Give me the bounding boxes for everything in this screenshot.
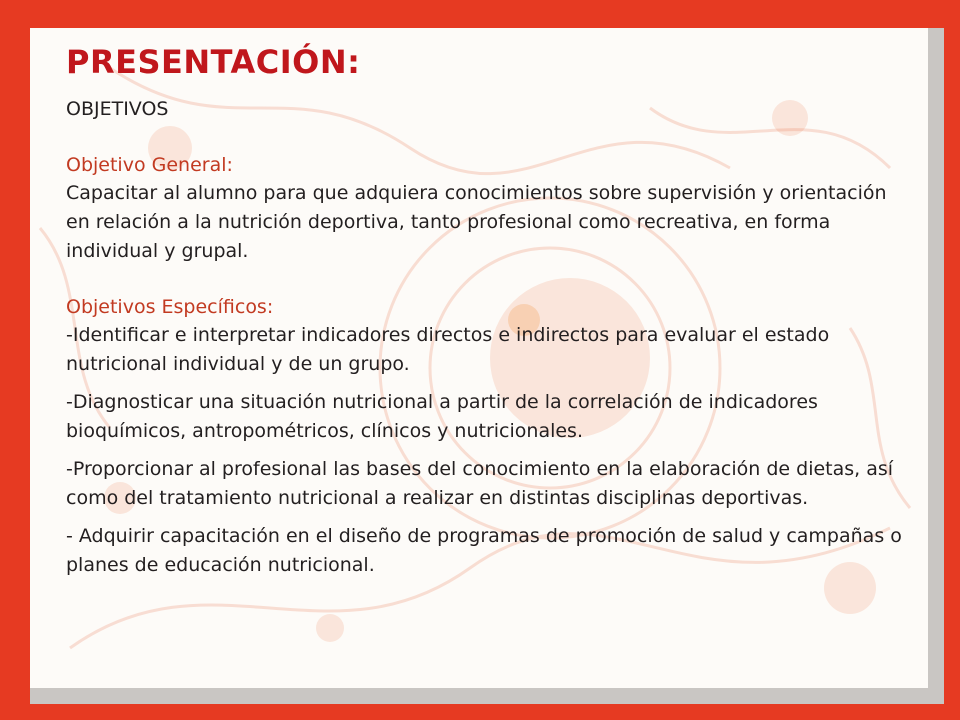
specific-objectives-heading: Objetivos Específicos: bbox=[66, 296, 274, 318]
slide-title: PRESENTACIÓN: bbox=[66, 43, 361, 81]
specific-objective-item: -Identificar e interpretar indicadores directos e indirectos para evaluar el estado nutricional individual y de un grupo. bbox=[66, 324, 830, 375]
general-objective-heading: Objetivo General: bbox=[66, 154, 233, 176]
frame-shadow-right bbox=[928, 28, 944, 688]
general-objective-text: Capacitar al alumno para que adquiera conocimientos sobre supervisión y orientación en relación a la nutrición deportiva, tanto profesional como recreativa, en forma individual y grupal. bbox=[66, 182, 887, 262]
slide-panel bbox=[30, 28, 928, 688]
slide-subtitle: OBJETIVOS bbox=[66, 98, 169, 120]
frame-shadow-bottom bbox=[30, 688, 944, 704]
frame-left-strip bbox=[16, 16, 30, 704]
slide-content bbox=[66, 40, 906, 580]
specific-objective-item: -Diagnosticar una situación nutricional a partir de la correlación de indicadores bioquímicos, antropométricos, clínicos y nutricionales. bbox=[66, 391, 818, 442]
specific-objective-item: -Proporcionar al profesional las bases del conocimiento en la elaboración de dietas, así como del tratamiento nutricional a realizar en distintas disciplinas deportivas. bbox=[66, 458, 894, 509]
specific-objective-item: - Adquirir capacitación en el diseño de programas de promoción de salud y campañas o planes de educación nutricional. bbox=[66, 525, 902, 576]
